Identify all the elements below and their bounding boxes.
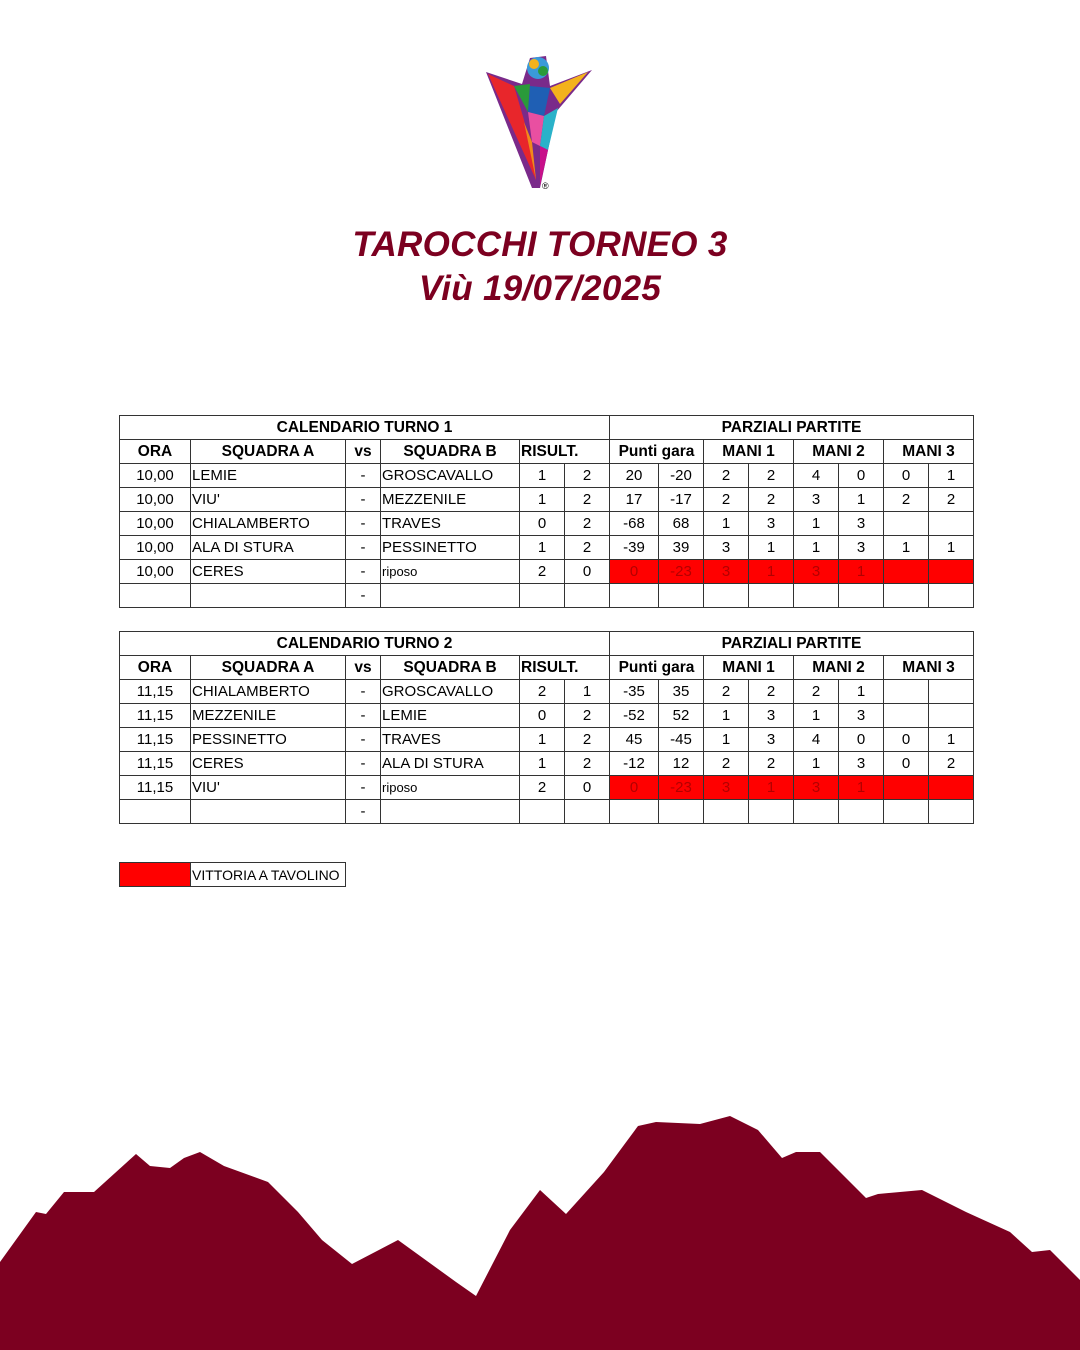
cell-p2: -17: [659, 488, 704, 512]
cell-squadra-b: riposo: [381, 776, 520, 800]
table-row: [120, 704, 974, 728]
table-row: [120, 800, 974, 824]
cell-risult-b: 1: [565, 680, 610, 704]
cell-ora: 11,15: [120, 728, 191, 752]
cell-vs: -: [346, 536, 381, 560]
cell-p1: [610, 584, 659, 608]
cell-vs: -: [346, 800, 381, 824]
cell-ora: 11,15: [120, 752, 191, 776]
cell-m1a: 3: [704, 776, 749, 800]
cell-ora: 11,15: [120, 680, 191, 704]
cell-m2b: 1: [839, 560, 884, 584]
cell-m2a: [794, 584, 839, 608]
cell-m1b: 3: [749, 512, 794, 536]
header-squadra-a: SQUADRA A: [191, 440, 346, 464]
legend-label: VITTORIA A TAVOLINO: [191, 863, 346, 887]
cell-ora: [120, 584, 191, 608]
cell-risult-b: [565, 800, 610, 824]
cell-squadra-a: [191, 584, 346, 608]
cell-squadra-a: [191, 800, 346, 824]
cell-squadra-b: [381, 584, 520, 608]
cell-squadra-b: TRAVES: [381, 512, 520, 536]
calendar-table-turno-1: [119, 415, 974, 608]
cell-m1a: 2: [704, 680, 749, 704]
table-row: [120, 536, 974, 560]
cell-squadra-b: [381, 800, 520, 824]
cell-ora: 10,00: [120, 512, 191, 536]
table-row: [120, 512, 974, 536]
cell-m2b: [839, 584, 884, 608]
cell-ora: 11,15: [120, 776, 191, 800]
cell-p2: [659, 800, 704, 824]
cell-risult-b: 2: [565, 488, 610, 512]
cell-m2a: 3: [794, 560, 839, 584]
cell-risult-b: 2: [565, 536, 610, 560]
cell-risult-b: 0: [565, 560, 610, 584]
cell-risult-a: 0: [520, 704, 565, 728]
cell-vs: -: [346, 752, 381, 776]
cell-squadra-a: CERES: [191, 560, 346, 584]
cell-m3a: [884, 776, 929, 800]
cell-p1: 17: [610, 488, 659, 512]
cell-m3b: [929, 776, 974, 800]
cell-m2b: [839, 800, 884, 824]
cell-squadra-b: ALA DI STURA: [381, 752, 520, 776]
cell-m3b: [929, 704, 974, 728]
cell-m1b: [749, 800, 794, 824]
cell-ora: 10,00: [120, 488, 191, 512]
cell-m3a: [884, 680, 929, 704]
cell-m3b: [929, 680, 974, 704]
cell-m2a: 3: [794, 776, 839, 800]
cell-m3a: 2: [884, 488, 929, 512]
cell-m1a: 1: [704, 512, 749, 536]
table-row: [120, 584, 974, 608]
cell-p1: -39: [610, 536, 659, 560]
cell-m2b: 1: [839, 680, 884, 704]
header-vs: vs: [346, 656, 381, 680]
cell-p1: -12: [610, 752, 659, 776]
cell-m1a: 1: [704, 704, 749, 728]
svg-text:®: ®: [542, 181, 549, 191]
cell-squadra-a: MEZZENILE: [191, 704, 346, 728]
cell-squadra-a: CHIALAMBERTO: [191, 512, 346, 536]
cell-m2a: 1: [794, 704, 839, 728]
cell-m2b: 3: [839, 704, 884, 728]
cell-risult-a: 1: [520, 728, 565, 752]
cell-squadra-b: TRAVES: [381, 728, 520, 752]
cell-m1a: 2: [704, 488, 749, 512]
cell-m1a: [704, 584, 749, 608]
cell-risult-b: 2: [565, 728, 610, 752]
cell-m3b: [929, 800, 974, 824]
legend-swatch: [120, 863, 191, 887]
cell-m2b: 1: [839, 488, 884, 512]
cell-m2a: 4: [794, 728, 839, 752]
cell-m3a: [884, 800, 929, 824]
cell-m1b: 2: [749, 464, 794, 488]
cell-vs: -: [346, 704, 381, 728]
cell-risult-b: 2: [565, 512, 610, 536]
cell-risult-a: 2: [520, 560, 565, 584]
cell-vs: -: [346, 728, 381, 752]
cell-risult-a: 1: [520, 536, 565, 560]
cell-p1: -35: [610, 680, 659, 704]
puzzle-person-logo: [484, 50, 596, 192]
cell-risult-a: 1: [520, 752, 565, 776]
cell-vs: -: [346, 680, 381, 704]
calendar-table-turno-2: [119, 631, 974, 824]
cell-risult-a: 1: [520, 464, 565, 488]
page-title: TAROCCHI TORNEO 3: [352, 225, 728, 264]
header-ora: ORA: [120, 440, 191, 464]
parziali-title: PARZIALI PARTITE: [610, 416, 974, 440]
cell-m3b: 2: [929, 488, 974, 512]
column-header-row: [120, 656, 974, 680]
cell-p2: -45: [659, 728, 704, 752]
cell-squadra-a: VIU': [191, 776, 346, 800]
cell-risult-b: 2: [565, 464, 610, 488]
cell-squadra-b: GROSCAVALLO: [381, 680, 520, 704]
cell-m1a: 2: [704, 752, 749, 776]
cell-m2b: 0: [839, 464, 884, 488]
table-row: [120, 488, 974, 512]
cell-p1: [610, 800, 659, 824]
cell-p2: 52: [659, 704, 704, 728]
header-squadra-b: SQUADRA B: [381, 656, 520, 680]
table-row: [120, 728, 974, 752]
cell-ora: 10,00: [120, 464, 191, 488]
cell-m3a: [884, 512, 929, 536]
cell-p2: 39: [659, 536, 704, 560]
table-title-row: [120, 416, 974, 440]
cell-m1b: 2: [749, 680, 794, 704]
header-ora: ORA: [120, 656, 191, 680]
cell-risult-b: 2: [565, 704, 610, 728]
cell-m1a: 2: [704, 464, 749, 488]
header-punti-gara: Punti gara: [610, 440, 704, 464]
cell-m3b: [929, 584, 974, 608]
header-punti-gara: Punti gara: [610, 656, 704, 680]
cell-m1a: 3: [704, 560, 749, 584]
cell-m3a: 0: [884, 464, 929, 488]
cell-m3a: [884, 584, 929, 608]
header-mani-1: MANI 1: [704, 440, 794, 464]
cell-vs: -: [346, 584, 381, 608]
header-mani-3: MANI 3: [884, 656, 974, 680]
cell-p1: -68: [610, 512, 659, 536]
cell-risult-b: 0: [565, 776, 610, 800]
header-squadra-a: SQUADRA A: [191, 656, 346, 680]
table-row: [120, 752, 974, 776]
cell-risult-b: 2: [565, 752, 610, 776]
cell-m2a: 1: [794, 536, 839, 560]
cell-p1: -52: [610, 704, 659, 728]
cell-m3b: 1: [929, 536, 974, 560]
cell-risult-a: 0: [520, 512, 565, 536]
cell-m3a: 0: [884, 728, 929, 752]
cell-m1b: 1: [749, 536, 794, 560]
table-title-row: [120, 632, 974, 656]
cell-p2: -20: [659, 464, 704, 488]
cell-ora: 11,15: [120, 704, 191, 728]
column-header-row: [120, 440, 974, 464]
calendar-title: CALENDARIO TURNO 2: [120, 632, 610, 656]
cell-ora: [120, 800, 191, 824]
cell-m2b: 0: [839, 728, 884, 752]
cell-p2: 12: [659, 752, 704, 776]
cell-risult-a: 1: [520, 488, 565, 512]
cell-squadra-b: GROSCAVALLO: [381, 464, 520, 488]
header-mani-2: MANI 2: [794, 440, 884, 464]
cell-risult-a: 2: [520, 680, 565, 704]
cell-squadra-a: ALA DI STURA: [191, 536, 346, 560]
cell-squadra-a: LEMIE: [191, 464, 346, 488]
cell-m3a: 0: [884, 752, 929, 776]
cell-m3a: [884, 560, 929, 584]
table-row: [120, 464, 974, 488]
table-row: [120, 680, 974, 704]
cell-m1b: [749, 584, 794, 608]
cell-risult-b: [565, 584, 610, 608]
header-risult: RISULT.: [520, 440, 610, 464]
cell-m2a: 1: [794, 752, 839, 776]
cell-m1b: 3: [749, 704, 794, 728]
cell-m1b: 2: [749, 488, 794, 512]
cell-squadra-b: PESSINETTO: [381, 536, 520, 560]
cell-p1: 45: [610, 728, 659, 752]
cell-risult-a: [520, 800, 565, 824]
cell-p2: -23: [659, 776, 704, 800]
cell-m2b: 1: [839, 776, 884, 800]
cell-squadra-a: CHIALAMBERTO: [191, 680, 346, 704]
cell-m2b: 3: [839, 752, 884, 776]
header-risult: RISULT.: [520, 656, 610, 680]
cell-squadra-b: LEMIE: [381, 704, 520, 728]
calendar-title: CALENDARIO TURNO 1: [120, 416, 610, 440]
parziali-title: PARZIALI PARTITE: [610, 632, 974, 656]
cell-squadra-a: PESSINETTO: [191, 728, 346, 752]
header-mani-3: MANI 3: [884, 440, 974, 464]
cell-vs: -: [346, 512, 381, 536]
cell-p1: 0: [610, 560, 659, 584]
cell-vs: -: [346, 776, 381, 800]
cell-squadra-b: MEZZENILE: [381, 488, 520, 512]
cell-p1: 20: [610, 464, 659, 488]
page-subtitle: Viù 19/07/2025: [418, 269, 662, 308]
header-vs: vs: [346, 440, 381, 464]
cell-p2: [659, 584, 704, 608]
cell-m1a: 1: [704, 728, 749, 752]
cell-vs: -: [346, 488, 381, 512]
legend: [119, 862, 346, 887]
table-row: [120, 560, 974, 584]
cell-m2b: 3: [839, 512, 884, 536]
cell-m1b: 1: [749, 776, 794, 800]
cell-m1b: 3: [749, 728, 794, 752]
cell-m3b: 2: [929, 752, 974, 776]
cell-vs: -: [346, 464, 381, 488]
cell-m1a: [704, 800, 749, 824]
cell-m2a: [794, 800, 839, 824]
cell-p2: 35: [659, 680, 704, 704]
mountain-silhouette: [0, 1100, 1080, 1350]
header-squadra-b: SQUADRA B: [381, 440, 520, 464]
cell-p1: 0: [610, 776, 659, 800]
cell-squadra-a: CERES: [191, 752, 346, 776]
cell-p2: 68: [659, 512, 704, 536]
cell-p2: -23: [659, 560, 704, 584]
cell-m2a: 4: [794, 464, 839, 488]
cell-m3b: 1: [929, 728, 974, 752]
cell-m1b: 2: [749, 752, 794, 776]
cell-m3b: [929, 512, 974, 536]
cell-m2a: 3: [794, 488, 839, 512]
cell-m3a: 1: [884, 536, 929, 560]
cell-risult-a: [520, 584, 565, 608]
header-mani-1: MANI 1: [704, 656, 794, 680]
cell-ora: 10,00: [120, 560, 191, 584]
cell-ora: 10,00: [120, 536, 191, 560]
cell-m1b: 1: [749, 560, 794, 584]
cell-m3a: [884, 704, 929, 728]
cell-m2a: 2: [794, 680, 839, 704]
cell-m3b: 1: [929, 464, 974, 488]
table-row: [120, 776, 974, 800]
cell-m2a: 1: [794, 512, 839, 536]
cell-m2b: 3: [839, 536, 884, 560]
cell-risult-a: 2: [520, 776, 565, 800]
cell-m1a: 3: [704, 536, 749, 560]
header-mani-2: MANI 2: [794, 656, 884, 680]
cell-squadra-a: VIU': [191, 488, 346, 512]
cell-vs: -: [346, 560, 381, 584]
cell-m3b: [929, 560, 974, 584]
cell-squadra-b: riposo: [381, 560, 520, 584]
